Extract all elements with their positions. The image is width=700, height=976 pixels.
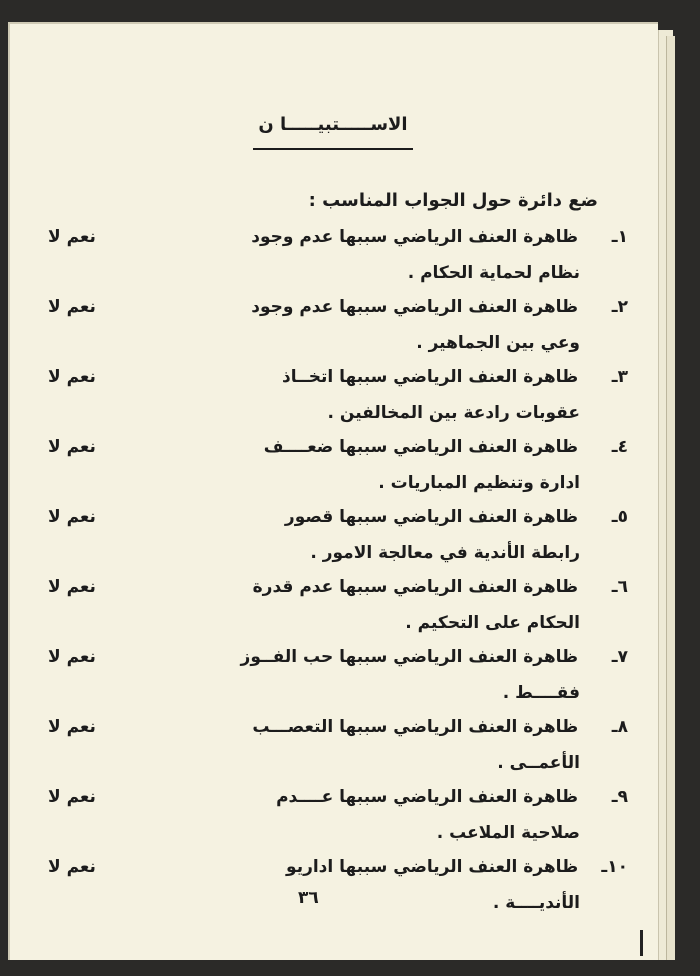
- answer-yes[interactable]: نعم: [66, 297, 96, 317]
- question-number: ١ـ: [611, 227, 628, 247]
- answer-no[interactable]: لا: [48, 647, 61, 667]
- question-number: ٧ـ: [611, 647, 628, 667]
- question-number: ٥ـ: [611, 507, 628, 527]
- question-number: ٢ـ: [611, 297, 628, 317]
- question-text: ظاهرة العنف الرياضي سببها ضعــــف: [263, 437, 579, 457]
- question-item: [48, 367, 628, 437]
- question-text: ظاهرة العنف الرياضي سببها عدم وجود: [251, 227, 579, 247]
- answer-no[interactable]: لا: [48, 367, 61, 387]
- question-text-continued: رابطة الأندية في معالجة الامور .: [310, 543, 580, 563]
- question-text-continued: الحكام على التحكيم .: [405, 613, 580, 633]
- question-item: [48, 647, 628, 717]
- question-item: [48, 437, 628, 507]
- answer-yes[interactable]: نعم: [66, 577, 96, 597]
- question-text-continued: ادارة وتنظيم المباريات .: [378, 473, 580, 493]
- question-text-continued: صلاحية الملاعب .: [436, 823, 580, 843]
- instruction-text: ضع دائرة حول الجواب المناسب :: [308, 190, 598, 211]
- question-text: ظاهرة العنف الرياضي سببها عــــدم: [276, 787, 579, 807]
- answer-no[interactable]: لا: [48, 507, 61, 527]
- document-page: [8, 22, 658, 960]
- answer-options: [48, 577, 96, 597]
- answer-yes[interactable]: نعم: [66, 437, 96, 457]
- question-text: ظاهرة العنف الرياضي سببها عدم وجود: [251, 297, 579, 317]
- question-item: [48, 577, 628, 647]
- answer-no[interactable]: لا: [48, 437, 61, 457]
- question-item: [48, 227, 628, 297]
- answer-yes[interactable]: نعم: [66, 507, 96, 527]
- answer-no[interactable]: لا: [48, 577, 61, 597]
- answer-no[interactable]: لا: [48, 717, 61, 737]
- question-text: ظاهرة العنف الرياضي سببها اتخــاذ: [282, 367, 579, 387]
- question-text-continued: عقوبات رادعة بين المخالفين .: [327, 403, 580, 423]
- page-number: ٣٦: [298, 888, 319, 908]
- answer-options: [48, 857, 96, 877]
- question-number: ٨ـ: [611, 717, 628, 737]
- answer-options: [48, 297, 96, 317]
- edge-mark: [640, 930, 643, 956]
- answer-options: [48, 227, 96, 247]
- question-text-continued: فقــــط .: [502, 683, 580, 703]
- answer-no[interactable]: لا: [48, 857, 61, 877]
- answer-options: [48, 367, 96, 387]
- answer-yes[interactable]: نعم: [66, 367, 96, 387]
- question-text: ظاهرة العنف الرياضي سببها حب الفــوز: [240, 647, 579, 667]
- question-text-continued: الأنديــــة .: [492, 893, 580, 913]
- answer-options: [48, 437, 96, 457]
- question-item: [48, 787, 628, 857]
- answer-no[interactable]: لا: [48, 297, 61, 317]
- answer-yes[interactable]: نعم: [66, 717, 96, 737]
- question-number: ٩ـ: [611, 787, 628, 807]
- question-number: ٣ـ: [611, 367, 628, 387]
- answer-options: [48, 717, 96, 737]
- question-item: [48, 297, 628, 367]
- question-list: [48, 227, 628, 927]
- answer-yes[interactable]: نعم: [66, 227, 96, 247]
- title-underline: [253, 148, 413, 150]
- question-text: ظاهرة العنف الرياضي سببها عدم قدرة: [252, 577, 579, 597]
- question-text: ظاهرة العنف الرياضي سببها اداريو: [286, 857, 579, 877]
- page-edge: [666, 36, 675, 960]
- answer-options: [48, 787, 96, 807]
- question-item: [48, 507, 628, 577]
- answer-options: [48, 647, 96, 667]
- answer-no[interactable]: لا: [48, 227, 61, 247]
- question-text-continued: الأعمــى .: [497, 753, 580, 773]
- question-number: ١٠ـ: [601, 857, 628, 877]
- question-text-continued: نظام لحماية الحكام .: [407, 263, 580, 283]
- question-item: [48, 857, 628, 927]
- page-title: الاســـــتبيـــــا ن: [258, 114, 408, 135]
- answer-yes[interactable]: نعم: [66, 857, 96, 877]
- question-text-continued: وعي بين الجماهير .: [416, 333, 580, 353]
- question-text: ظاهرة العنف الرياضي سببها قصور: [284, 507, 579, 527]
- answer-yes[interactable]: نعم: [66, 787, 96, 807]
- question-number: ٤ـ: [611, 437, 628, 457]
- answer-yes[interactable]: نعم: [66, 647, 96, 667]
- answer-no[interactable]: لا: [48, 787, 61, 807]
- question-item: [48, 717, 628, 787]
- question-text: ظاهرة العنف الرياضي سببها التعصـــب: [252, 717, 579, 737]
- question-number: ٦ـ: [611, 577, 628, 597]
- answer-options: [48, 507, 96, 527]
